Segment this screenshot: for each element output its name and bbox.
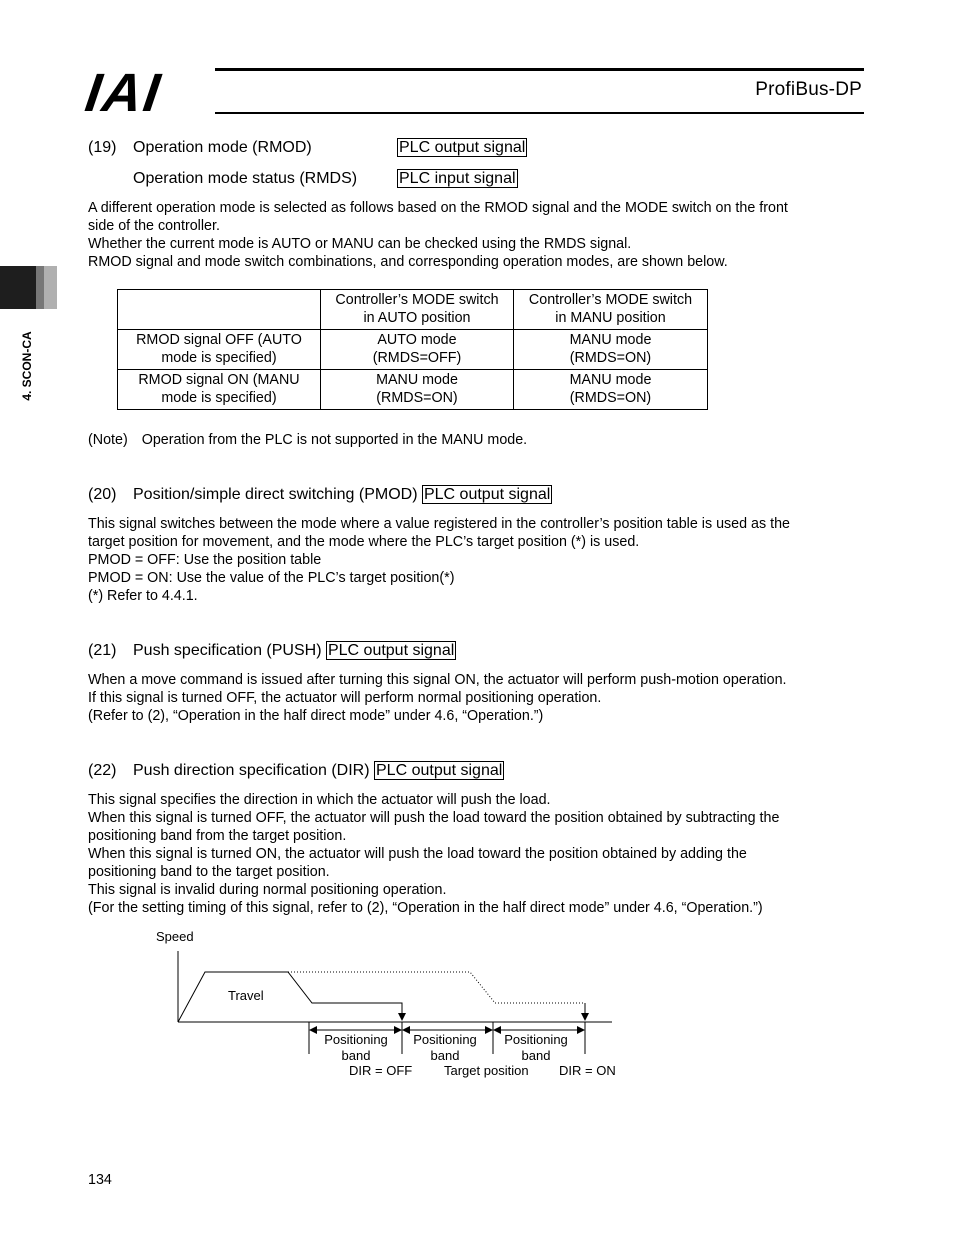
- sec19-note: (Note) Operation from the PLC is not supported in the MANU mode.: [88, 432, 528, 448]
- side-tab-label: 4. SCON-CA: [20, 331, 34, 401]
- sec21-heading: Push specification (PUSH) PLC output signal: [133, 642, 455, 659]
- profile-target-dotted: [288, 972, 495, 1003]
- profile-dir-off: [178, 972, 402, 1022]
- diagram-band-label-2: Positioning band: [413, 1032, 477, 1063]
- sec22-heading: Push direction specification (DIR) PLC output signal: [133, 762, 503, 779]
- sec19-title: Operation mode (RMOD): [133, 139, 312, 156]
- sec21-body: When a move command is issued after turning this signal ON, the actuator will perform push-motion operation. If this signal is turned OFF, the actuator will perform normal positioning operation. (Refer to (2), “Operation in the half direct mode” under 4.6, “Operation.”): [88, 672, 787, 724]
- sec19-body: A different operation mode is selected as follows based on the RMOD signal and the MODE switch on the front side of the controller. Whether the current mode is AUTO or MANU can be checked using the RMDS signal. RMOD signal and mode switch combinations, and corresponding operation modes, are shown below.: [88, 200, 788, 270]
- sec20-number: (20): [88, 486, 117, 503]
- table-cell: MANU mode (RMDS=ON): [514, 370, 708, 410]
- sec19-tag-output: PLC output signal: [399, 139, 526, 156]
- diagram-band-label-1: Positioning band: [324, 1032, 388, 1063]
- profile-dir-on: [495, 1003, 585, 1014]
- sec20-heading: Position/simple direct switching (PMOD) PLC output signal: [133, 486, 551, 503]
- diagram-dir-off-label: DIR = OFF: [349, 1063, 413, 1078]
- brand-title: ProfiBus-DP: [755, 79, 862, 100]
- sec21-number: (21): [88, 642, 117, 659]
- diagram-travel-label: Travel: [228, 988, 264, 1003]
- diagram-band-label-3: Positioning band: [504, 1032, 568, 1063]
- table-cell: MANU mode (RMDS=ON): [321, 370, 514, 410]
- table-cell: MANU mode (RMDS=ON): [514, 330, 708, 370]
- sec19-title2: Operation mode status (RMDS): [133, 170, 358, 187]
- sec22-number: (22): [88, 762, 117, 779]
- diagram-dir-on-label: DIR = ON: [559, 1063, 616, 1078]
- sec19-number: (19): [88, 139, 117, 156]
- table-cell: Controller’s MODE switch in MANU position: [514, 290, 708, 330]
- diagram-speed-label: Speed: [156, 929, 194, 944]
- table-cell: RMOD signal OFF (AUTO mode is specified): [118, 330, 321, 370]
- page-number: 134: [88, 1172, 112, 1188]
- sec19-tag-input: PLC input signal: [399, 170, 516, 187]
- iai-logo: IAI: [81, 63, 166, 123]
- sec22-body: This signal specifies the direction in which the actuator will push the load. When this signal is turned OFF, the actuator will push the load toward the position obtained by subtracting the positioning band from the target position. When this signal is turned ON, the actuator will push the load toward the position obtained by adding the positioning band to the target position. This signal is invalid during normal positioning operation. (For the setting timing of this signal, refer to (2), “Operation in the half direct mode” under 4.6, “Operation.”): [88, 792, 780, 916]
- table-cell: RMOD signal ON (MANU mode is specified): [118, 370, 321, 410]
- diagram-target-label: Target position: [444, 1063, 529, 1078]
- table-cell: Controller’s MODE switch in AUTO position: [321, 290, 514, 330]
- sec20-body: This signal switches between the mode where a value registered in the controller’s position table is used as the target position for movement, and the mode where the PLC’s target position (*) is used. PMOD = OFF: Use the position table PMOD = ON: Use the value of the PLC’s target position(*) (*) Refer to 4.4.1.: [88, 516, 790, 604]
- table-cell: AUTO mode (RMDS=OFF): [321, 330, 514, 370]
